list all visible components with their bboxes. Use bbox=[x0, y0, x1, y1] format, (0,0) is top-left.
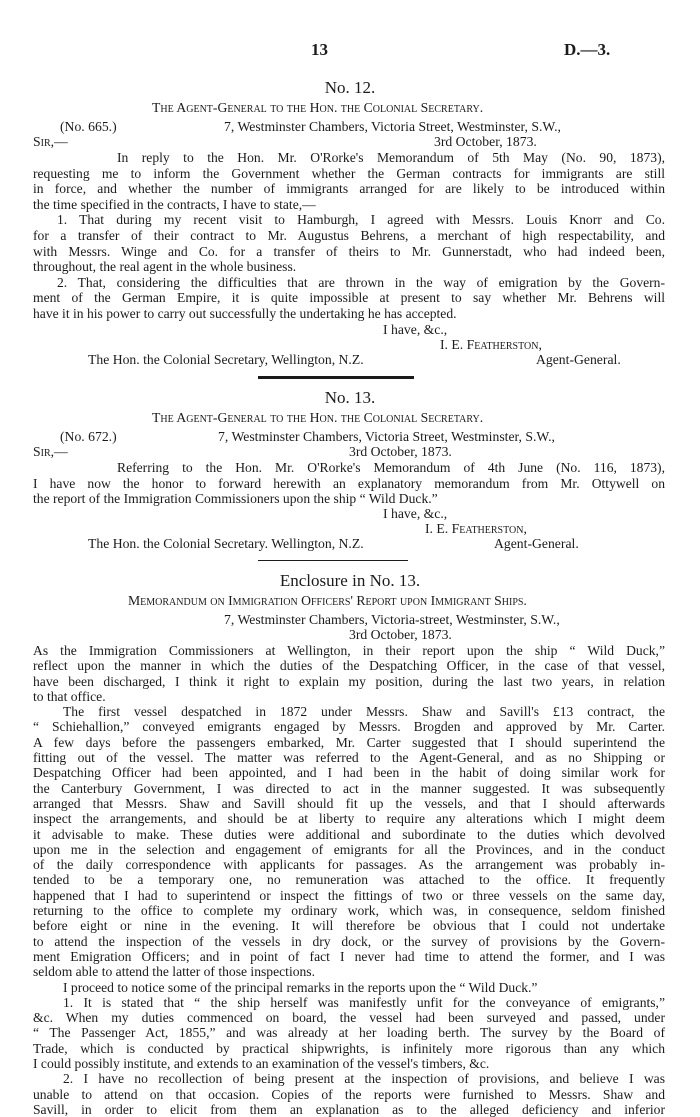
paragraph-line: &c. When my duties commenced on board, the vessel had been surveyed and passed, under bbox=[33, 1010, 665, 1026]
paragraph-line: the time specified in the contracts, I have to state,— bbox=[33, 196, 316, 212]
paragraph-line: 2. I have no recollection of being present at the inspection of provisions, and believe I was bbox=[63, 1071, 665, 1087]
paragraph-line: Savill, in order to elicit from them an explanation as to the alleged deficiency and inferior bbox=[33, 1101, 665, 1117]
paragraph-line: 1. It is stated that “ the ship herself was manifestly unfit for the conveyance of emigrants,” bbox=[63, 994, 665, 1010]
paragraph-line: unable to attend on that occasion. Copies of the reports were furnished to Messrs. Shaw and bbox=[33, 1086, 665, 1102]
paragraph-line: returning to the office to complete my ordinary work, which was, in consequence, seldom finished bbox=[33, 903, 665, 919]
paragraph-line: happened that I had to superintend or inspect the fittings of two or three vessels on the same day, bbox=[33, 887, 665, 903]
memorandum-title bbox=[128, 593, 527, 609]
paragraph-line: Despatching Officer had been appointed, and I had been in the habit of doing similar work for bbox=[33, 765, 665, 781]
paragraph-line: tended to be a temporary one, no remuneration was attached to the office. It frequently bbox=[33, 872, 665, 888]
paragraph-line: 2. That, considering the difficulties that are thrown in the way of emigration by the Govern- bbox=[57, 274, 665, 290]
paragraph-line: arranged that Messrs. Shaw and Savill should fit up the vessels, and that I should afterwards bbox=[33, 795, 665, 811]
paragraph-line: fitting out of the vessel. The matter was referred to the Agent-General, and as no Shipping or bbox=[33, 750, 665, 766]
paragraph-line: the report of the Immigration Commissioners upon the ship “ Wild Duck.” bbox=[33, 491, 438, 507]
letter-13-address: 7, Westminster Chambers, Victoria Street, Westminster, S.W., bbox=[218, 429, 555, 444]
enclosure-address: 7, Westminster Chambers, Victoria-street, Westminster, S.W., bbox=[224, 612, 560, 627]
paragraph-line: I proceed to notice some of the principal remarks in the reports upon the “ Wild Duck.” bbox=[63, 979, 538, 995]
paragraph-line: ment Emigration Officers; and in point of fact I never had time to attend the former, and I was bbox=[33, 948, 665, 964]
paragraph-line: upon me in the selection and engagement of emigrants for all the Provinces, and in the conduct bbox=[33, 841, 665, 857]
paragraph-line: Trade, which is conducted by practical shipwrights, is infinitely more rigorous than any which bbox=[33, 1040, 665, 1056]
letter-13-role: Agent-General. bbox=[494, 536, 579, 551]
letter-13-number: (No. 672.) bbox=[60, 429, 117, 444]
letter-12-closing: I have, &c., bbox=[383, 322, 448, 337]
paragraph-line: have it in his power to carry out successfully the undertaking he has accepted. bbox=[33, 305, 457, 321]
letter-12-addressee: The Hon. the Colonial Secretary, Wellington, N.Z. bbox=[88, 352, 364, 367]
paragraph-line: the Canterbury Government, I was directed to act in the manner suggested. It was subsequently bbox=[33, 780, 665, 796]
paragraph-line: to attend the inspection of the vessels in dry dock, or the survey of provisions by the Govern- bbox=[33, 933, 665, 949]
letter-13-date: 3rd October, 1873. bbox=[349, 444, 452, 459]
letter-12-from-to: The Agent-General to the Hon. the Colonial Secretary. bbox=[152, 100, 484, 115]
paragraph-line: inspect the arrangements, and should be at liberty to require any alterations which I might deem bbox=[33, 811, 665, 827]
paragraph-line: A few days before the passengers embarked, Mr. Carter suggested that I should superintend the bbox=[33, 734, 665, 750]
paragraph-line: In reply to the Hon. Mr. O'Rorke's Memorandum of 5th May (No. 90, 1873), bbox=[117, 150, 665, 165]
letter-12-date: 3rd October, 1873. bbox=[434, 134, 537, 149]
letter-13-from-to: The Agent-General to the Hon. the Colonial Secretary. bbox=[152, 410, 484, 425]
document-reference: D.—3. bbox=[564, 40, 611, 59]
paragraph-line: to that office. bbox=[33, 688, 106, 704]
paragraph-line: in force, and whether the number of immigrants arranged for are likely to be introduced within bbox=[33, 181, 665, 197]
paragraph-line: for a transfer of their contract to Mr. Augustus Behrens, a merchant of high respectability, and bbox=[33, 227, 665, 243]
paragraph-line: Referring to the Hon. Mr. O'Rorke's Memorandum of 4th June (No. 116, 1873), bbox=[117, 460, 665, 475]
letter-13-closing: I have, &c., bbox=[383, 506, 448, 521]
paragraph-line: throughout, the real agent in the whole business. bbox=[33, 259, 297, 275]
paragraph-line: of the daily correspondence with applicants for passages. As the arrangement was probably in- bbox=[33, 857, 665, 873]
enclosure-title: Enclosure in No. 13. bbox=[279, 571, 421, 590]
paragraph-line: ment of the German Empire, it is quite impossible at present to say whether Mr. Behrens will bbox=[33, 290, 665, 306]
page-number: 13 bbox=[311, 40, 328, 59]
letter-13-title: No. 13. bbox=[324, 388, 376, 407]
paragraph-line: I could possibly institute, and extends to an examination of the vessel's timbers, &c. bbox=[33, 1056, 490, 1072]
enclosure-body bbox=[33, 643, 665, 1117]
letter-13-body bbox=[33, 460, 665, 507]
letter-13-signature: I. E. Featherston, bbox=[425, 521, 527, 536]
paragraph-line: requesting me to inform the Government whether the German contracts for immigrants are still bbox=[33, 165, 665, 181]
paragraph-line: “ The Passenger Act, 1855,” and was already at her loading berth. The survey by the Board of bbox=[33, 1025, 665, 1041]
paragraph-line: before eight or nine in the evening. It will therefore be obvious that I could not undertake bbox=[33, 918, 665, 934]
letter-12-address: 7, Westminster Chambers, Victoria Street, Westminster, S.W., bbox=[224, 119, 561, 134]
paragraph-line: “ Schiehallion,” conveyed emigrants engaged by Messrs. Brogden and approved by Mr. Carter. bbox=[33, 719, 665, 735]
paragraph-line: I have now the honor to forward herewith an explanatory memorandum from Mr. Ottywell on bbox=[33, 475, 665, 491]
letter-12-number: (No. 665.) bbox=[60, 119, 117, 134]
memorandum-title-text: Memorandum on Immigration Officers' Report upon Immigrant Ships. bbox=[128, 593, 527, 608]
paragraph-line: with Messrs. Winge and Co. for a transfer of theirs to Mr. Gunnerstadt, who had indeed been, bbox=[33, 243, 665, 259]
paragraph-line: reflect upon the manner in which the duties of the Despatching Officer, in the case of that vessel, bbox=[33, 658, 665, 674]
letter-12-title: No. 12. bbox=[324, 78, 376, 97]
letter-13-addressee: The Hon. the Colonial Secretary. Wellington, N.Z. bbox=[88, 536, 364, 551]
section-divider bbox=[258, 560, 408, 561]
paragraph-line: seldom able to attend the latter of those inspections. bbox=[33, 964, 315, 980]
paragraph-line: As the Immigration Commissioners at Wellington, in their report upon the ship “ Wild Duck,” bbox=[33, 643, 665, 658]
letter-12-signature: I. E. Featherston, bbox=[440, 337, 542, 352]
paragraph-line: it advisable to make. These duties were additional and subordinate to the duties which devolved bbox=[33, 826, 665, 842]
letter-12-role: Agent-General. bbox=[536, 352, 621, 367]
section-divider bbox=[258, 376, 414, 379]
paragraph-line: The first vessel despatched in 1872 under Messrs. Shaw and Savill's £13 contract, the bbox=[63, 704, 665, 720]
paragraph-line: have been discharged, I think it right to explain my position, during the last two years, in relation bbox=[33, 673, 665, 689]
letter-13-salutation: Sir,— bbox=[33, 444, 68, 459]
paragraph-line: 1. That during my recent visit to Hamburgh, I agreed with Messrs. Louis Knorr and Co. bbox=[57, 212, 665, 228]
enclosure-date: 3rd October, 1873. bbox=[349, 627, 452, 642]
letter-12-salutation: Sir,— bbox=[33, 134, 68, 149]
letter-12-body bbox=[33, 150, 665, 322]
